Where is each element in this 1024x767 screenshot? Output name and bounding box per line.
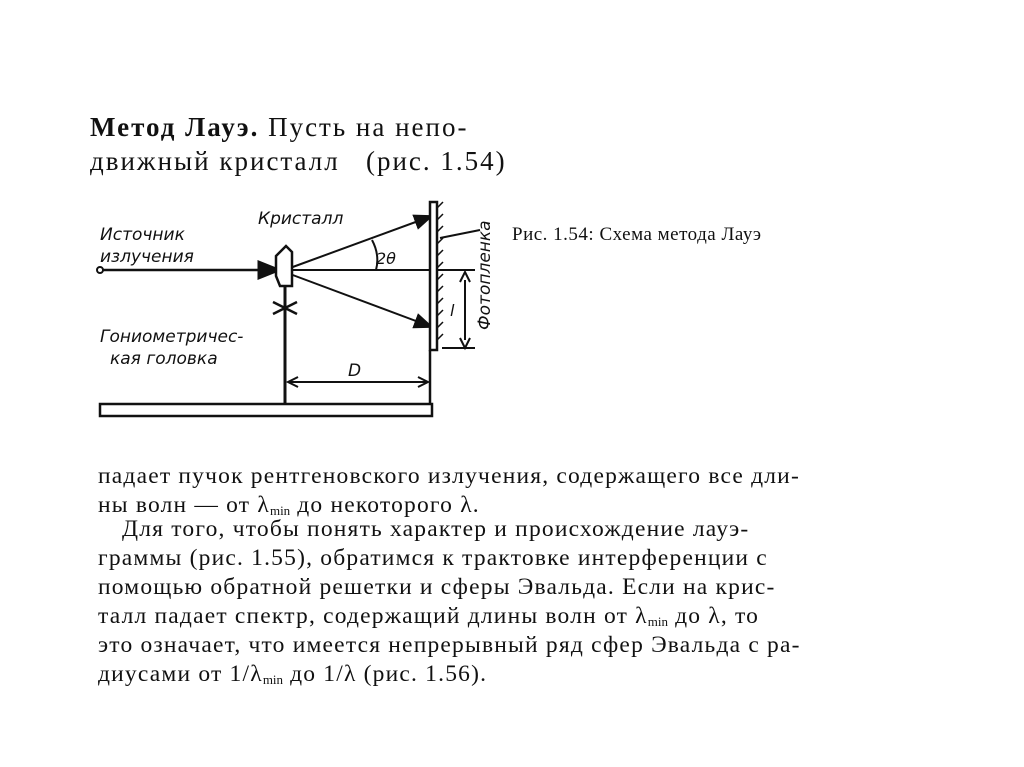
angle-label: 2θ	[376, 249, 396, 268]
base-rail	[100, 404, 432, 416]
text-line: граммы (рис. 1.55), обратимся к трактовке интерференции с	[98, 545, 768, 571]
diffracted-beam-down	[290, 274, 432, 327]
source-label-1: Источник	[100, 225, 185, 245]
crystal-label: Кристалл	[258, 209, 344, 229]
film-plate	[430, 202, 437, 350]
crystal-shape	[276, 246, 292, 286]
paragraph-2	[98, 515, 918, 689]
heading-line-2: движный кристалл (рис. 1.54)	[90, 146, 507, 176]
heading-line-1	[90, 114, 468, 141]
figure-caption: Рис. 1.54: Схема метода Лауэ	[512, 224, 762, 245]
text-line: талл падает спектр, содержащий длины волн от $\lambda_{min}$ до λ, то	[98, 603, 760, 629]
goniometer-label-1: Гониометричес-	[100, 327, 244, 347]
source-label-2: излучения	[100, 247, 194, 267]
paragraph-1	[98, 462, 918, 520]
text-line: это означает, что имеется непрерывный ряд сфер Эвальда с ра-	[98, 632, 801, 658]
source-point	[97, 267, 103, 273]
heading-title: Метод Лауэ.	[90, 112, 260, 142]
film-pointer	[440, 230, 480, 238]
goniometer-label-2: кая головка	[110, 349, 218, 369]
film-label: Фотопленка	[475, 220, 495, 330]
laue-diagram	[80, 190, 500, 430]
heading-line-1-rest: Пусть на непо-	[268, 112, 469, 142]
d-label: D	[348, 361, 362, 381]
text-line: Для того, чтобы понять характер и происхождение лауэ-	[122, 516, 750, 542]
text-line: падает пучок рентгеновского излучения, содержащего все дли-	[98, 463, 800, 489]
text-line: помощью обратной решетки и сферы Эвальда. Если на крис-	[98, 574, 776, 600]
l-label: l	[450, 301, 455, 320]
text-line: диусами от $1/\lambda_{min}$ до 1/λ (рис. 1.56).	[98, 661, 488, 687]
text-line: ны волн — от $\lambda_{min}$ до некоторого λ.	[98, 492, 480, 518]
